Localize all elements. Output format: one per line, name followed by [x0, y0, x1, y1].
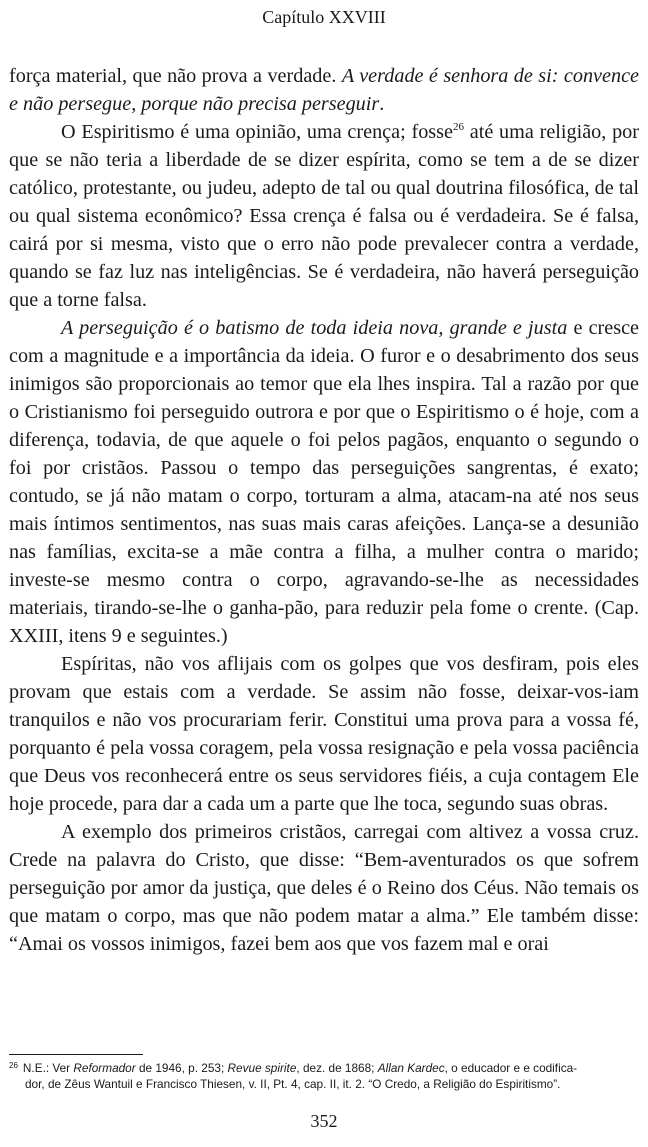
- text-run: , dez. de 1868;: [296, 1061, 378, 1075]
- paragraph-5: [9, 818, 639, 958]
- footnote-ref[interactable]: 26: [452, 121, 464, 133]
- page-number: 352: [310, 1111, 338, 1131]
- italic-run: A verdade é senhora de si: convence e não persegue, porque não precisa perseguir: [9, 65, 639, 115]
- footnote-line-2: dor, de Zêus Wantuil e Francisco Thiesen, v. II, Pt. 4, cap. II, it. 2. “O Credo, a Religião do Espiritismo”.: [25, 1077, 561, 1091]
- text-run: força material, que não prova a verdade.: [9, 65, 342, 87]
- text-run: Espíritas, não vos aflijais com os golpes que vos desfiram, pois eles provam que estais com a verdade. Se assim não fosse, deixar-vos-iam tranquilos e não vos procurariam ferir. Constitui uma prova para a vossa fé, porquanto é pela vossa coragem, pela vossa resignação e pela vossa paciência que Deus vos reconhecerá entre os seus servidores fiéis, a cuja contagem Ele hoje procede, para dar a cada um a parte que lhe toca, segundo suas obras.: [9, 653, 639, 815]
- footnote-rule: [9, 1054, 143, 1055]
- text-run: N.E.: Ver: [22, 1061, 74, 1075]
- footnote-number: 26: [9, 1061, 18, 1070]
- text-run: .: [379, 93, 385, 115]
- paragraph-3: [9, 314, 639, 650]
- text-run: e cresce com a magnitude e a importância da ideia. O furor e o desabrimento dos seus inimigos são proporcionais ao temor que ela lhes inspira. Tal a razão por que o Cristianismo foi perseguido outrora e por que o Espiritismo o é hoje, com a diferença, todavia, de que aquele o foi pelos pagãos, enquanto o segundo o foi por cristãos. Passou o tempo das perseguições sangrentas, é exato; contudo, se já não matam o corpo, torturam a alma, atacam-na até nos seus mais íntimos sentimentos, nas suas mais caras afeições. Lança-se a desunião nas famílias, excita-se a mãe contra a filha, a mulher contra o marido; investe-se mesmo contra o corpo, agravando-se-lhe as necessidades materiais, tirando-se-lhe o ganha-pão, para reduzir pela fome o crente. (Cap. XXIII, itens 9 e seguintes.): [9, 317, 639, 647]
- paragraph-2: [9, 118, 639, 314]
- footnote-line-1: [9, 1060, 639, 1076]
- paragraph-4: [9, 650, 639, 818]
- italic-run: Reformador: [73, 1061, 136, 1075]
- italic-run: Revue spirite: [227, 1061, 297, 1075]
- body-text: [9, 62, 639, 958]
- text-run: de 1946, p. 253;: [135, 1061, 228, 1075]
- italic-run: Allan Kardec: [377, 1061, 445, 1075]
- text-run: O Espiritismo é uma opinião, uma crença; fosse: [61, 121, 453, 143]
- text-run: até uma religião, por que se não teria a liberdade de se dizer espírita, como se tem a de se dizer católico, protestante, ou judeu, adepto de tal ou qual doutrina filosófica, de tal ou qual sistema econômico? Essa crença é falsa ou é verdadeira. Se é falsa, cairá por si mesma, visto que o erro não pode prevalecer contra a verdade, quando se faz luz nas inteligências. Se é verdadeira, não haverá perseguição que a torne falsa.: [9, 121, 639, 311]
- text-run: , o educador e e codifica-: [444, 1061, 578, 1075]
- text-run: A exemplo dos primeiros cristãos, carregai com altivez a vossa cruz. Crede na palavra do Cristo, que disse: “Bem-aventurados os que sofrem perseguição por amor da justiça, que deles é o Reino dos Céus. Não temais os que matam o corpo, mas que não podem matar a alma.” Ele também disse: “Amai os vossos inimigos, fazei bem aos que vos fazem mal e orai: [9, 821, 639, 955]
- footnote: [9, 1060, 639, 1092]
- italic-run: A perseguição é o batismo de toda ideia nova, grande e justa: [61, 317, 568, 339]
- running-header: Capítulo XXVIII: [262, 7, 386, 27]
- paragraph-1: [9, 62, 639, 118]
